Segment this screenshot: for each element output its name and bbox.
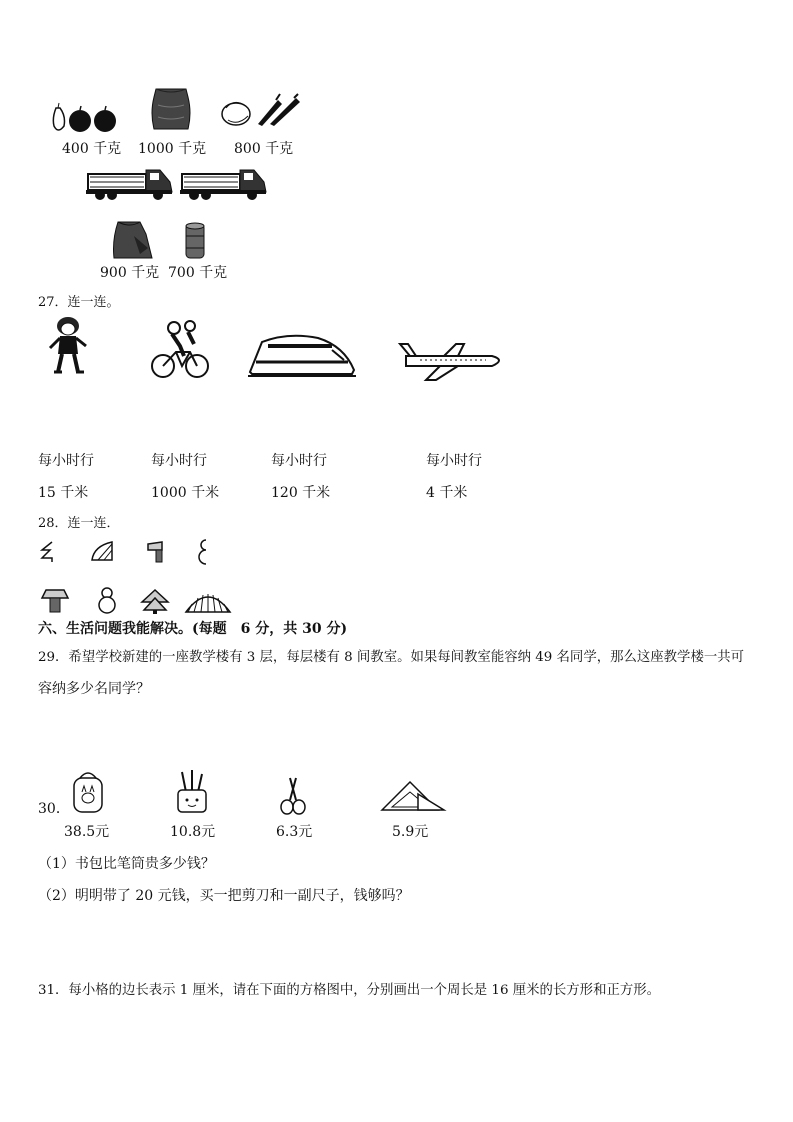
q30-sub2: （2）明明带了 20 元钱，买一把剪刀和一副尺子，钱够吗？ <box>38 888 410 904</box>
section6-heading: 六、生活问题我能解决。(每题 6 分，共 30 分) <box>38 621 348 637</box>
pen-holder-icon <box>174 770 210 814</box>
q30-number: 30． <box>38 801 70 817</box>
q28-title: 28．连一连． <box>38 516 120 531</box>
q31-text: 31．每小格的边长表示 1 厘米，请在下面的方格图中，分别画出一个周长是 16 厘米的长方形和正方形。 <box>38 983 661 998</box>
tree-icon <box>140 588 170 614</box>
speed-value-4: 4 千米 <box>426 485 468 501</box>
scissors-icon <box>278 776 308 816</box>
small-sack-icon <box>110 220 154 260</box>
speed-prefix-4: 每小时行 <box>426 453 482 469</box>
umbrella-icon <box>184 590 232 614</box>
speed-value-1: 15 千米 <box>38 485 89 501</box>
airplane-icon <box>396 338 508 382</box>
weight-label-barrel: 700 千克 <box>168 265 228 281</box>
speed-prefix-3: 每小时行 <box>271 453 327 469</box>
backpack-icon <box>70 770 106 814</box>
sack-icon <box>148 85 194 131</box>
half-mushroom-icon <box>146 540 164 564</box>
cyclist-icon <box>150 320 210 380</box>
set-square-icon <box>380 780 446 814</box>
barrel-icon <box>184 222 206 260</box>
child-walking-icon <box>46 316 90 376</box>
q29-line2: 容纳多少名同学？ <box>38 681 150 697</box>
train-icon <box>248 332 358 378</box>
half-snowman-icon <box>196 538 210 566</box>
vegetables-icon <box>220 94 302 130</box>
price-scissors: 6.3元 <box>276 824 313 840</box>
truck-icon <box>180 164 268 202</box>
speed-value-2: 1000 千米 <box>151 485 220 501</box>
weight-label-small-sack: 900 千克 <box>100 265 160 281</box>
speed-value-3: 120 千米 <box>271 485 331 501</box>
half-tree-icon <box>40 540 58 564</box>
mushroom-icon <box>40 588 70 614</box>
weight-label-vegetables: 800 千克 <box>234 141 294 157</box>
speed-prefix-2: 每小时行 <box>151 453 207 469</box>
half-umbrella-icon <box>88 540 114 562</box>
price-backpack: 38.5元 <box>64 824 110 840</box>
truck-icon <box>86 164 174 202</box>
snowman-icon <box>96 586 118 614</box>
q29-line1: 29．希望学校新建的一座教学楼有 3 层，每层楼有 8 间教室。如果每间教室能容纳 49 名同学，那么这座教学楼一共可 <box>38 650 745 665</box>
q30-sub1: （1）书包比笔筒贵多少钱？ <box>38 856 215 872</box>
price-set-square: 5.9元 <box>392 824 429 840</box>
weight-label-sack: 1000 千克 <box>138 141 207 157</box>
weight-label-fruit: 400 千克 <box>62 141 122 157</box>
q27-title: 27．连一连。 <box>38 295 120 310</box>
speed-prefix-1: 每小时行 <box>38 453 94 469</box>
price-pen-holder: 10.8元 <box>170 824 216 840</box>
fruit-icon <box>48 100 120 134</box>
